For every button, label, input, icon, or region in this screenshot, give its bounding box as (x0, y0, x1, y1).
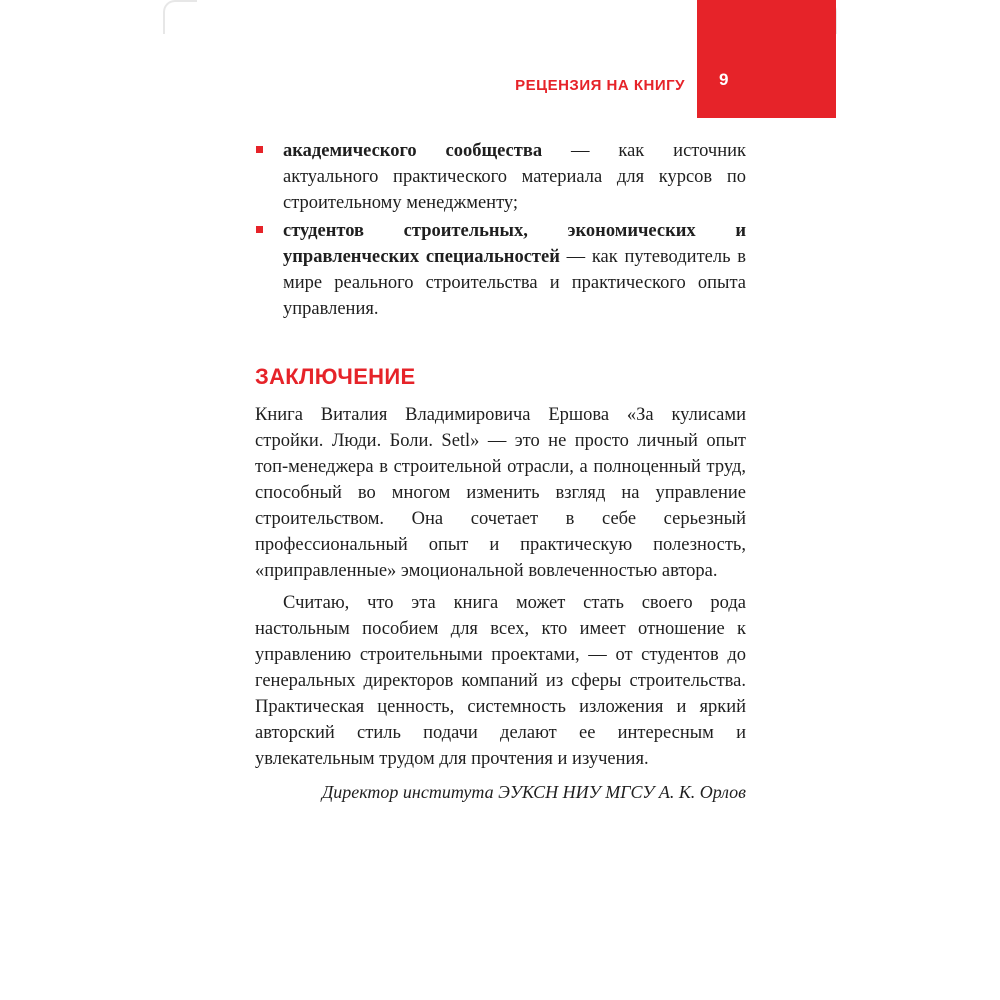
conclusion-paragraph-1: Книга Виталия Владимировича Ершова «За кулисами стройки. Люди. Боли. Setl» — это не просто личный опыт топ-менеджера в строительной отрасли, а полноценный труд, способный во многом изменить взгляд на управление строительством. Она сочетает в себе серьезный профессиональный опыт и практическую полезность, «приправленные» эмоциональной вовлеченностью автора. (255, 405, 746, 581)
page-header-title: РЕЦЕНЗИЯ НА КНИГУ (515, 77, 685, 94)
bullet-square-icon (256, 226, 263, 233)
page-number: 9 (719, 70, 729, 89)
bullet-text: — как путеводитель в мире реального строительства и практического опыта управления. (283, 247, 746, 319)
list-item (255, 138, 746, 216)
bullet-text: — как источник актуального практического материала для курсов по строительному менеджменту; (283, 141, 746, 213)
signature-line: Директор института ЭУКСН НИУ МГСУ А. К. Орлов (321, 782, 746, 802)
conclusion-paragraph-2: Считаю, что эта книга может стать своего рода настольным пособием для всех, кто имеет отношение к управлению строительными проектами, — от студентов до генеральных директоров компаний из сферы строительства. Практическая ценность, системность изложения и яркий авторский стиль подачи делают ее интересным и увлекательным трудом для прочтения и изучения. (255, 593, 746, 769)
page-number-block (697, 0, 836, 118)
bullet-bold-lead: студентов строительных, экономических и управленческих специальностей (283, 221, 746, 267)
page-content (255, 138, 746, 805)
page-corner-left (163, 0, 197, 34)
list-item (255, 218, 746, 322)
bullet-list (255, 138, 746, 322)
bullet-bold-lead: академического сообщества (283, 141, 543, 161)
bullet-square-icon (256, 146, 263, 153)
section-heading: ЗАКЛЮЧЕНИЕ (255, 364, 416, 389)
